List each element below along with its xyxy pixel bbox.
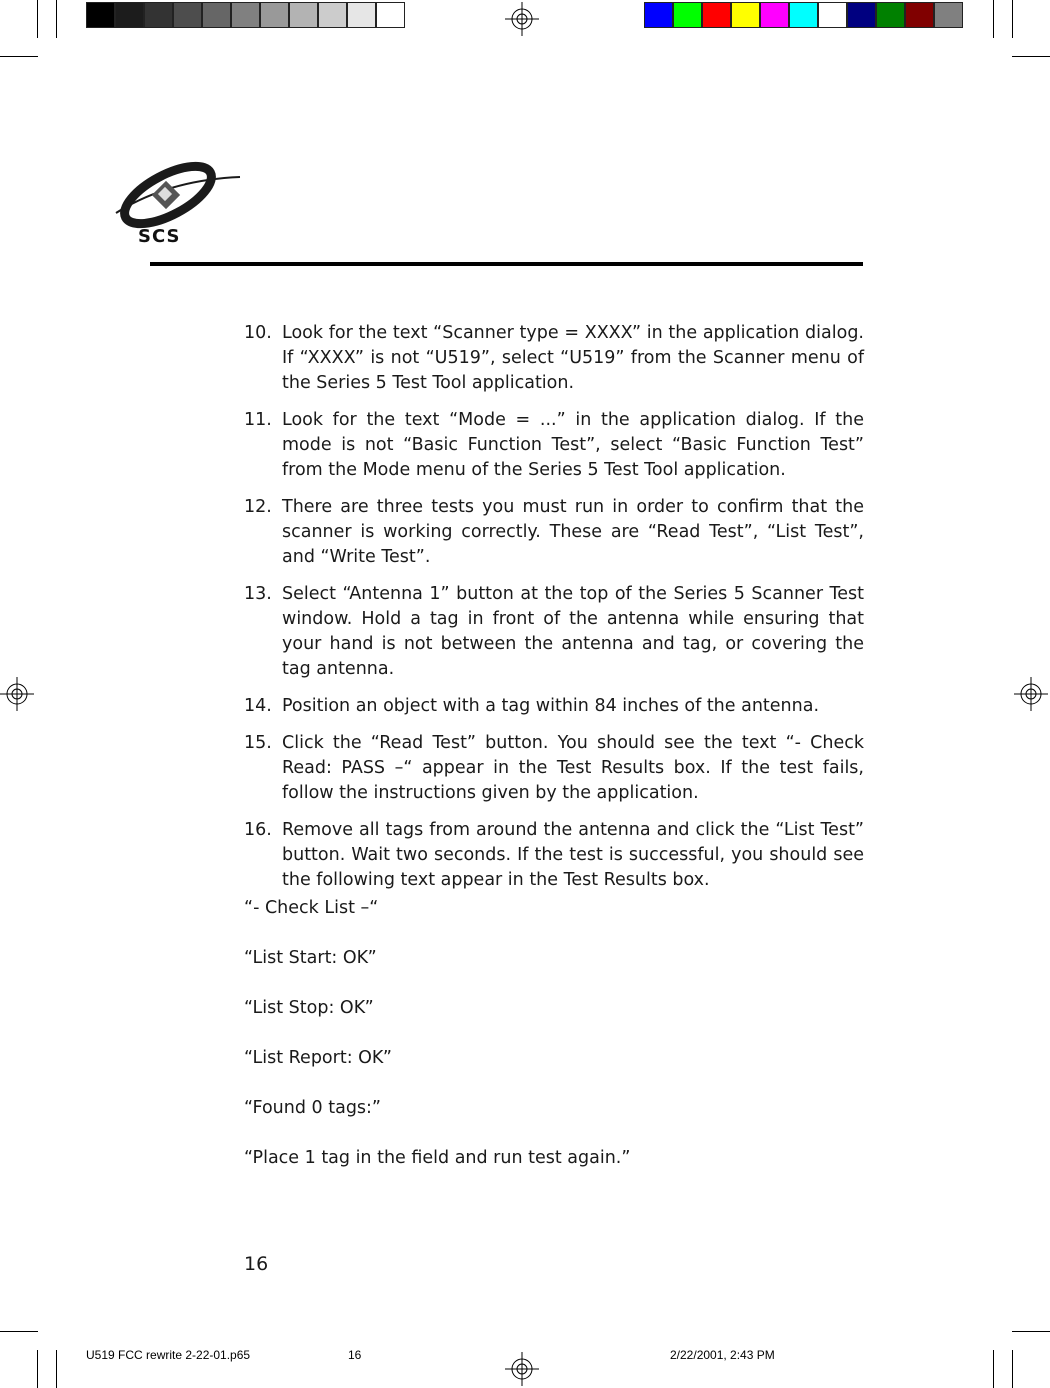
crop-mark [37, 0, 38, 38]
list-item [244, 582, 864, 682]
gray-swatch [231, 2, 260, 28]
crop-mark [56, 0, 57, 38]
crop-mark [1012, 1350, 1013, 1388]
step-text: Position an object with a tag within 84 inches of the antenna. [282, 696, 820, 716]
color-swatch [731, 2, 760, 28]
step-text: Select “Antenna 1” button at the top of the Series 5 Scanner Test window. Hold a tag in front of the antenna while ensuring that your hand is not between the antenna and tag, or covering the tag antenna. [282, 584, 864, 679]
gray-swatch [376, 2, 405, 28]
footer-page: 16 [348, 1348, 362, 1362]
color-swatch [644, 2, 673, 28]
result-line: “List Start: OK” [244, 948, 377, 968]
color-swatch [760, 2, 789, 28]
registration-target-icon [505, 2, 539, 36]
step-number: 14. [244, 696, 272, 716]
result-line: “List Stop: OK” [244, 998, 374, 1018]
crop-mark [37, 1350, 38, 1388]
crop-mark [1012, 0, 1013, 38]
logo-wordmark: SCS [138, 226, 181, 247]
result-line: “Found 0 tags:” [244, 1098, 382, 1118]
gray-swatch [318, 2, 347, 28]
page-number: 16 [244, 1253, 269, 1275]
color-swatch [876, 2, 905, 28]
gray-swatch [86, 2, 115, 28]
gray-swatch [202, 2, 231, 28]
crop-mark [0, 56, 38, 57]
footer-date: 2/22/2001, 2:43 PM [670, 1348, 775, 1362]
gray-swatch [173, 2, 202, 28]
step-text: Look for the text “Mode = ...” in the application dialog. If the mode is not “Basic Function Test”, select “Basic Function Test” from the Mode menu of the Series 5 Test Tool application. [282, 410, 864, 480]
registration-target-icon [0, 677, 34, 711]
color-swatch [847, 2, 876, 28]
crop-mark [993, 0, 994, 38]
list-item [244, 408, 864, 483]
gray-swatch [289, 2, 318, 28]
color-swatch [818, 2, 847, 28]
crop-mark [56, 1350, 57, 1388]
color-swatch [702, 2, 731, 28]
list-item [244, 321, 864, 396]
step-text: Remove all tags from around the antenna and click the “List Test” button. Wait two seconds. If the test is successful, you should see the following text appear in the Test Results box. [282, 820, 864, 890]
step-text: There are three tests you must run in order to confirm that the scanner is working correctly. These are “Read Test”, “List Test”, and “Write Test”. [282, 497, 864, 567]
gray-swatch [347, 2, 376, 28]
result-line: “List Report: OK” [244, 1048, 392, 1068]
gray-swatch [144, 2, 173, 28]
header-rule [150, 262, 863, 266]
step-text: Look for the text “Scanner type = XXXX” in the application dialog. If “XXXX” is not “U519”, select “U519” from the Scanner menu of the Series 5 Test Tool application. [282, 323, 864, 393]
gray-swatch [115, 2, 144, 28]
color-swatch [673, 2, 702, 28]
list-item [244, 694, 864, 719]
registration-target-icon [1014, 677, 1048, 711]
step-number: 12. [244, 497, 272, 517]
crop-mark [0, 1331, 38, 1332]
list-item [244, 495, 864, 570]
scs-logo-icon [108, 155, 243, 230]
color-swatch [789, 2, 818, 28]
list-item [244, 731, 864, 806]
color-swatch [905, 2, 934, 28]
crop-mark [1012, 1331, 1050, 1332]
step-text: Click the “Read Test” button. You should see the text “- Check Read: PASS –“ appear in the Test Results box. If the test fails, follow the instructions given by the application. [282, 733, 864, 803]
crop-mark [1012, 56, 1050, 57]
step-number: 15. [244, 733, 272, 753]
color-swatch [934, 2, 963, 28]
gray-swatch [260, 2, 289, 28]
step-number: 16. [244, 820, 272, 840]
footer-filename: U519 FCC rewrite 2-22-01.p65 [86, 1348, 251, 1362]
crop-mark [993, 1350, 994, 1388]
step-number: 13. [244, 584, 272, 604]
list-item [244, 818, 864, 893]
registration-target-icon [505, 1352, 539, 1386]
result-line: “- Check List –“ [244, 898, 379, 918]
result-line: “Place 1 tag in the field and run test again.” [244, 1148, 631, 1168]
step-number: 10. [244, 323, 272, 343]
instruction-steps [244, 321, 864, 905]
step-number: 11. [244, 410, 272, 430]
